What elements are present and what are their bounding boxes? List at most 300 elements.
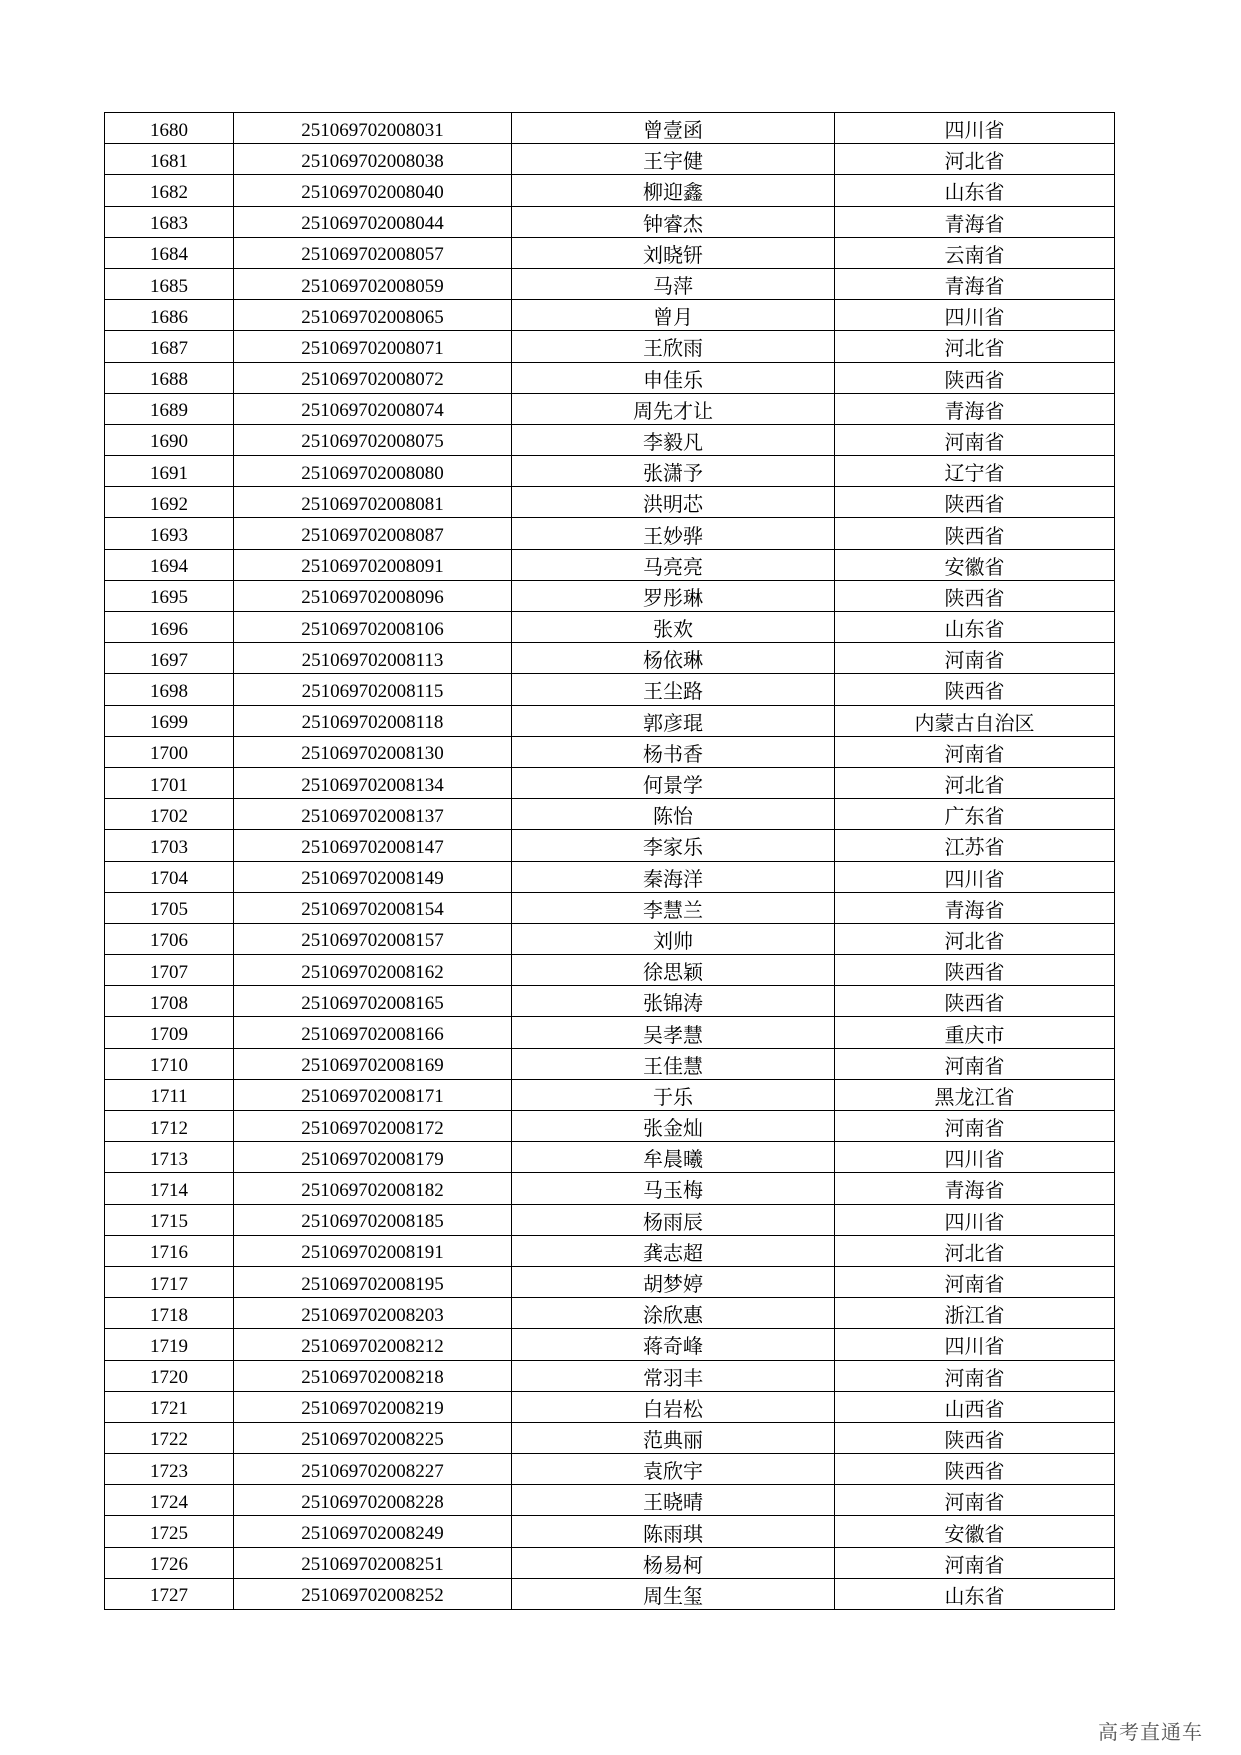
row-number-cell-text: 1717 xyxy=(150,1273,188,1295)
student-name-cell-text: 蒋奇峰 xyxy=(643,1334,703,1359)
candidate-id-cell-text: 251069702008072 xyxy=(301,369,444,391)
province-cell xyxy=(835,955,1115,986)
province-cell xyxy=(835,1516,1115,1547)
province-cell-text: 河南省 xyxy=(944,1272,1005,1297)
candidate-id-cell-text: 251069702008179 xyxy=(301,1148,444,1170)
student-name-cell-text: 曾壹函 xyxy=(643,118,703,143)
table-row xyxy=(105,1048,1115,1079)
student-name-cell-text: 范典丽 xyxy=(643,1427,703,1452)
province-cell-text: 山东省 xyxy=(944,1583,1005,1608)
table-row xyxy=(105,549,1115,580)
candidate-id-cell-text: 251069702008251 xyxy=(301,1554,444,1576)
row-number-cell-text: 1720 xyxy=(150,1367,188,1389)
row-number-cell-text: 1725 xyxy=(150,1523,188,1545)
candidate-id-cell-text: 251069702008218 xyxy=(301,1367,444,1389)
student-name-cell-text: 张锦涛 xyxy=(643,991,703,1016)
table-row xyxy=(105,923,1115,954)
candidate-id-cell xyxy=(234,1578,512,1609)
candidate-id-cell-text: 251069702008252 xyxy=(301,1585,444,1607)
student-name-cell xyxy=(512,549,835,580)
candidate-id-cell-text: 251069702008169 xyxy=(301,1055,444,1077)
student-name-cell-text: 罗彤琳 xyxy=(643,585,703,610)
candidate-id-cell xyxy=(234,1079,512,1110)
province-cell xyxy=(835,518,1115,549)
province-cell-text: 陕西省 xyxy=(944,367,1005,392)
candidate-id-cell-text: 251069702008165 xyxy=(301,992,444,1014)
province-cell-text: 青海省 xyxy=(944,1178,1005,1203)
table-row xyxy=(105,331,1115,362)
student-name-cell-text: 陈怡 xyxy=(653,804,693,829)
province-cell xyxy=(835,362,1115,393)
row-number-cell-text: 1684 xyxy=(150,244,188,266)
student-name-cell xyxy=(512,674,835,705)
row-number-cell-text: 1718 xyxy=(150,1304,188,1326)
row-number-cell-text: 1719 xyxy=(150,1335,188,1357)
table-row xyxy=(105,1017,1115,1048)
candidate-id-cell-text: 251069702008154 xyxy=(301,899,444,921)
candidate-id-cell xyxy=(234,237,512,268)
row-number-cell xyxy=(105,1422,234,1453)
candidate-id-cell-text: 251069702008115 xyxy=(301,680,444,702)
table-row xyxy=(105,674,1115,705)
candidate-id-cell xyxy=(234,1173,512,1204)
row-number-cell-text: 1681 xyxy=(150,150,188,172)
student-name-cell-text: 胡梦婷 xyxy=(643,1272,703,1297)
student-name-cell xyxy=(512,206,835,237)
table-row xyxy=(105,456,1115,487)
table-row xyxy=(105,1547,1115,1578)
row-number-cell xyxy=(105,487,234,518)
student-name-cell xyxy=(512,268,835,299)
row-number-cell-text: 1702 xyxy=(150,805,188,827)
student-name-cell-text: 龚志超 xyxy=(643,1240,703,1265)
row-number-cell xyxy=(105,830,234,861)
candidate-id-cell xyxy=(234,736,512,767)
row-number-cell xyxy=(105,1142,234,1173)
student-name-cell xyxy=(512,113,835,144)
student-name-cell xyxy=(512,861,835,892)
province-cell-text: 河北省 xyxy=(944,1240,1005,1265)
province-cell xyxy=(835,892,1115,923)
candidate-id-cell xyxy=(234,1017,512,1048)
candidate-id-cell xyxy=(234,612,512,643)
student-name-cell xyxy=(512,1360,835,1391)
student-name-cell-text: 于乐 xyxy=(653,1084,693,1109)
student-name-cell xyxy=(512,424,835,455)
candidate-id-cell-text: 251069702008134 xyxy=(301,774,444,796)
candidate-id-cell xyxy=(234,1454,512,1485)
candidate-id-cell-text: 251069702008096 xyxy=(301,587,444,609)
student-name-cell-text: 马萍 xyxy=(653,274,693,299)
candidate-id-cell-text: 251069702008172 xyxy=(301,1117,444,1139)
candidate-id-cell-text: 251069702008137 xyxy=(301,805,444,827)
row-number-cell-text: 1700 xyxy=(150,743,188,765)
row-number-cell-text: 1723 xyxy=(150,1460,188,1482)
row-number-cell xyxy=(105,268,234,299)
province-cell xyxy=(835,799,1115,830)
province-cell xyxy=(835,1048,1115,1079)
province-cell-text: 陕西省 xyxy=(944,679,1005,704)
candidate-id-cell xyxy=(234,549,512,580)
province-cell-text: 河南省 xyxy=(944,429,1005,454)
student-name-cell-text: 李毅凡 xyxy=(643,429,703,454)
row-number-cell-text: 1688 xyxy=(150,369,188,391)
row-number-cell xyxy=(105,705,234,736)
student-name-cell xyxy=(512,1048,835,1079)
province-cell-text: 青海省 xyxy=(944,398,1005,423)
candidate-id-cell-text: 251069702008149 xyxy=(301,868,444,890)
table-row xyxy=(105,1485,1115,1516)
candidate-id-cell-text: 251069702008113 xyxy=(301,649,444,671)
student-name-cell xyxy=(512,1391,835,1422)
row-number-cell xyxy=(105,518,234,549)
candidate-id-cell-text: 251069702008057 xyxy=(301,244,444,266)
province-cell-text: 陕西省 xyxy=(944,523,1005,548)
province-cell xyxy=(835,300,1115,331)
table-row xyxy=(105,518,1115,549)
row-number-cell-text: 1703 xyxy=(150,836,188,858)
candidate-id-cell xyxy=(234,393,512,424)
student-name-cell-text: 张金灿 xyxy=(643,1116,703,1141)
province-cell xyxy=(835,175,1115,206)
student-name-cell xyxy=(512,456,835,487)
row-number-cell-text: 1695 xyxy=(150,587,188,609)
province-cell-text: 四川省 xyxy=(944,866,1005,891)
province-cell-text: 青海省 xyxy=(944,274,1005,299)
row-number-cell xyxy=(105,549,234,580)
row-number-cell xyxy=(105,113,234,144)
student-name-cell xyxy=(512,1298,835,1329)
table-row xyxy=(105,487,1115,518)
student-name-cell-text: 常羽丰 xyxy=(643,1365,703,1390)
row-number-cell xyxy=(105,300,234,331)
student-name-cell-text: 张潇予 xyxy=(643,461,703,486)
table-row xyxy=(105,986,1115,1017)
row-number-cell-text: 1687 xyxy=(150,337,188,359)
candidate-id-cell xyxy=(234,424,512,455)
row-number-cell-text: 1691 xyxy=(150,462,188,484)
row-number-cell-text: 1715 xyxy=(150,1211,188,1233)
row-number-cell xyxy=(105,986,234,1017)
table-row xyxy=(105,892,1115,923)
candidate-id-cell xyxy=(234,331,512,362)
row-number-cell xyxy=(105,799,234,830)
candidate-id-cell xyxy=(234,830,512,861)
row-number-cell xyxy=(105,612,234,643)
row-number-cell xyxy=(105,643,234,674)
table-row xyxy=(105,705,1115,736)
student-name-cell-text: 周生玺 xyxy=(643,1583,703,1608)
candidate-id-cell xyxy=(234,268,512,299)
row-number-cell-text: 1698 xyxy=(150,680,188,702)
province-cell xyxy=(835,1360,1115,1391)
table-row xyxy=(105,1578,1115,1609)
student-name-cell xyxy=(512,736,835,767)
row-number-cell xyxy=(105,1547,234,1578)
province-cell-text: 河南省 xyxy=(944,648,1005,673)
candidate-id-cell-text: 251069702008118 xyxy=(301,712,444,734)
row-number-cell xyxy=(105,1360,234,1391)
province-cell xyxy=(835,1142,1115,1173)
candidate-id-cell xyxy=(234,1360,512,1391)
candidate-id-cell xyxy=(234,986,512,1017)
candidate-id-cell-text: 251069702008157 xyxy=(301,930,444,952)
candidate-id-cell xyxy=(234,300,512,331)
student-name-cell-text: 王宇健 xyxy=(643,149,703,174)
student-name-cell xyxy=(512,393,835,424)
candidate-id-cell xyxy=(234,923,512,954)
province-cell xyxy=(835,861,1115,892)
province-cell xyxy=(835,1454,1115,1485)
province-cell-text: 四川省 xyxy=(944,1334,1005,1359)
candidate-id-cell xyxy=(234,955,512,986)
candidate-id-cell xyxy=(234,861,512,892)
row-number-cell-text: 1705 xyxy=(150,899,188,921)
row-number-cell xyxy=(105,237,234,268)
candidate-id-cell-text: 251069702008074 xyxy=(301,400,444,422)
province-cell-text: 重庆市 xyxy=(944,1022,1005,1047)
province-cell-text: 陕西省 xyxy=(944,1459,1005,1484)
row-number-cell-text: 1680 xyxy=(150,119,188,141)
student-name-cell xyxy=(512,1204,835,1235)
candidate-id-cell xyxy=(234,1485,512,1516)
province-cell xyxy=(835,1485,1115,1516)
province-cell-text: 山东省 xyxy=(944,180,1005,205)
student-name-cell xyxy=(512,1266,835,1297)
student-name-cell-text: 申佳乐 xyxy=(643,367,703,392)
row-number-cell-text: 1721 xyxy=(150,1398,188,1420)
row-number-cell xyxy=(105,767,234,798)
row-number-cell-text: 1694 xyxy=(150,556,188,578)
candidate-id-cell xyxy=(234,362,512,393)
table-row xyxy=(105,1516,1115,1547)
candidate-id-cell-text: 251069702008059 xyxy=(301,275,444,297)
candidate-id-cell xyxy=(234,674,512,705)
row-number-cell-text: 1712 xyxy=(150,1117,188,1139)
province-cell-text: 山西省 xyxy=(944,1396,1005,1421)
province-cell xyxy=(835,1111,1115,1142)
student-name-cell xyxy=(512,1547,835,1578)
candidate-id-cell xyxy=(234,456,512,487)
table-row xyxy=(105,736,1115,767)
candidate-id-cell-text: 251069702008162 xyxy=(301,961,444,983)
province-cell-text: 辽宁省 xyxy=(944,461,1005,486)
province-cell xyxy=(835,1204,1115,1235)
table-row xyxy=(105,424,1115,455)
province-cell-text: 陕西省 xyxy=(944,991,1005,1016)
province-cell xyxy=(835,767,1115,798)
row-number-cell-text: 1704 xyxy=(150,868,188,890)
student-name-cell-text: 洪明芯 xyxy=(643,492,703,517)
student-name-cell xyxy=(512,1235,835,1266)
candidate-id-cell xyxy=(234,799,512,830)
candidate-id-cell-text: 251069702008065 xyxy=(301,306,444,328)
table-row xyxy=(105,144,1115,175)
province-cell xyxy=(835,1422,1115,1453)
candidate-id-cell-text: 251069702008191 xyxy=(301,1242,444,1264)
row-number-cell xyxy=(105,1235,234,1266)
province-cell-text: 四川省 xyxy=(944,305,1005,330)
table-row xyxy=(105,1079,1115,1110)
student-name-cell-text: 刘帅 xyxy=(653,928,693,953)
candidate-id-cell xyxy=(234,1547,512,1578)
row-number-cell xyxy=(105,1111,234,1142)
student-name-cell xyxy=(512,1516,835,1547)
row-number-cell xyxy=(105,206,234,237)
province-cell xyxy=(835,612,1115,643)
candidate-id-cell xyxy=(234,144,512,175)
student-name-cell xyxy=(512,300,835,331)
table-row xyxy=(105,175,1115,206)
student-name-cell-text: 王欣雨 xyxy=(643,336,703,361)
row-number-cell xyxy=(105,1578,234,1609)
row-number-cell xyxy=(105,175,234,206)
candidate-id-cell xyxy=(234,892,512,923)
table-row xyxy=(105,300,1115,331)
row-number-cell xyxy=(105,1516,234,1547)
province-cell xyxy=(835,1266,1115,1297)
student-name-cell-text: 曾月 xyxy=(653,305,693,330)
province-cell-text: 山东省 xyxy=(944,617,1005,642)
student-name-cell-text: 徐思颖 xyxy=(643,960,703,985)
student-name-cell xyxy=(512,986,835,1017)
candidate-id-cell xyxy=(234,1204,512,1235)
row-number-cell-text: 1709 xyxy=(150,1024,188,1046)
table-row xyxy=(105,1204,1115,1235)
table-row xyxy=(105,1422,1115,1453)
student-name-cell xyxy=(512,580,835,611)
row-number-cell xyxy=(105,1017,234,1048)
candidate-id-cell-text: 251069702008195 xyxy=(301,1273,444,1295)
province-cell xyxy=(835,1391,1115,1422)
province-cell xyxy=(835,206,1115,237)
row-number-cell-text: 1710 xyxy=(150,1055,188,1077)
province-cell xyxy=(835,1079,1115,1110)
student-name-cell-text: 柳迎鑫 xyxy=(643,180,703,205)
student-name-cell-text: 牟晨曦 xyxy=(643,1147,703,1172)
province-cell-text: 四川省 xyxy=(944,1147,1005,1172)
row-number-cell xyxy=(105,393,234,424)
candidate-id-cell xyxy=(234,175,512,206)
table-row xyxy=(105,1329,1115,1360)
row-number-cell xyxy=(105,736,234,767)
candidate-id-cell xyxy=(234,1516,512,1547)
table-row xyxy=(105,393,1115,424)
student-name-cell xyxy=(512,1329,835,1360)
row-number-cell-text: 1701 xyxy=(150,774,188,796)
province-cell-text: 河南省 xyxy=(944,1490,1005,1515)
province-cell xyxy=(835,144,1115,175)
province-cell xyxy=(835,268,1115,299)
province-cell xyxy=(835,1017,1115,1048)
student-name-cell xyxy=(512,830,835,861)
student-name-cell-text: 周先才让 xyxy=(633,398,713,423)
province-cell-text: 四川省 xyxy=(944,118,1005,143)
province-cell-text: 河南省 xyxy=(944,741,1005,766)
candidate-id-cell xyxy=(234,1266,512,1297)
student-name-cell-text: 杨书香 xyxy=(643,741,703,766)
row-number-cell xyxy=(105,144,234,175)
student-name-cell xyxy=(512,955,835,986)
province-cell xyxy=(835,113,1115,144)
row-number-cell-text: 1697 xyxy=(150,649,188,671)
candidate-id-cell xyxy=(234,1329,512,1360)
student-name-cell-text: 张欢 xyxy=(653,617,693,642)
student-name-cell-text: 钟睿杰 xyxy=(643,211,703,236)
candidate-id-cell-text: 251069702008081 xyxy=(301,493,444,515)
province-cell-text: 陕西省 xyxy=(944,960,1005,985)
student-name-cell xyxy=(512,1017,835,1048)
province-cell xyxy=(835,580,1115,611)
table-row xyxy=(105,643,1115,674)
row-number-cell-text: 1722 xyxy=(150,1429,188,1451)
student-name-cell-text: 秦海洋 xyxy=(643,866,703,891)
student-name-cell-text: 杨依琳 xyxy=(643,648,703,673)
row-number-cell xyxy=(105,1391,234,1422)
student-name-cell xyxy=(512,487,835,518)
student-name-cell xyxy=(512,643,835,674)
province-cell-text: 安徽省 xyxy=(944,1521,1005,1546)
student-name-cell-text: 马玉梅 xyxy=(643,1178,703,1203)
row-number-cell xyxy=(105,580,234,611)
table-row xyxy=(105,237,1115,268)
student-name-cell-text: 陈雨琪 xyxy=(643,1521,703,1546)
table-row xyxy=(105,1142,1115,1173)
province-cell-text: 青海省 xyxy=(944,211,1005,236)
row-number-cell xyxy=(105,1173,234,1204)
row-number-cell xyxy=(105,892,234,923)
row-number-cell xyxy=(105,456,234,487)
roster-table xyxy=(104,112,1115,1610)
candidate-id-cell xyxy=(234,1235,512,1266)
province-cell-text: 陕西省 xyxy=(944,585,1005,610)
province-cell-text: 河南省 xyxy=(944,1053,1005,1078)
table-row xyxy=(105,1298,1115,1329)
candidate-id-cell-text: 251069702008182 xyxy=(301,1179,444,1201)
student-name-cell xyxy=(512,518,835,549)
student-name-cell xyxy=(512,362,835,393)
student-name-cell xyxy=(512,331,835,362)
table-row xyxy=(105,830,1115,861)
student-name-cell xyxy=(512,175,835,206)
student-name-cell xyxy=(512,1111,835,1142)
row-number-cell-text: 1706 xyxy=(150,930,188,952)
province-cell-text: 云南省 xyxy=(944,242,1005,267)
row-number-cell xyxy=(105,1048,234,1079)
row-number-cell-text: 1716 xyxy=(150,1242,188,1264)
province-cell xyxy=(835,643,1115,674)
row-number-cell-text: 1713 xyxy=(150,1148,188,1170)
candidate-id-cell-text: 251069702008087 xyxy=(301,525,444,547)
candidate-id-cell-text: 251069702008075 xyxy=(301,431,444,453)
province-cell xyxy=(835,1173,1115,1204)
row-number-cell xyxy=(105,923,234,954)
province-cell-text: 陕西省 xyxy=(944,1427,1005,1452)
candidate-id-cell xyxy=(234,1422,512,1453)
candidate-id-cell-text: 251069702008038 xyxy=(301,150,444,172)
row-number-cell xyxy=(105,331,234,362)
student-name-cell xyxy=(512,1173,835,1204)
row-number-cell-text: 1685 xyxy=(150,275,188,297)
province-cell xyxy=(835,1298,1115,1329)
table-row xyxy=(105,1111,1115,1142)
table-row xyxy=(105,1266,1115,1297)
student-name-cell-text: 吴孝慧 xyxy=(643,1022,703,1047)
student-name-cell xyxy=(512,1454,835,1485)
candidate-id-cell xyxy=(234,487,512,518)
province-cell-text: 江苏省 xyxy=(944,835,1005,860)
province-cell-text: 广东省 xyxy=(944,804,1005,829)
